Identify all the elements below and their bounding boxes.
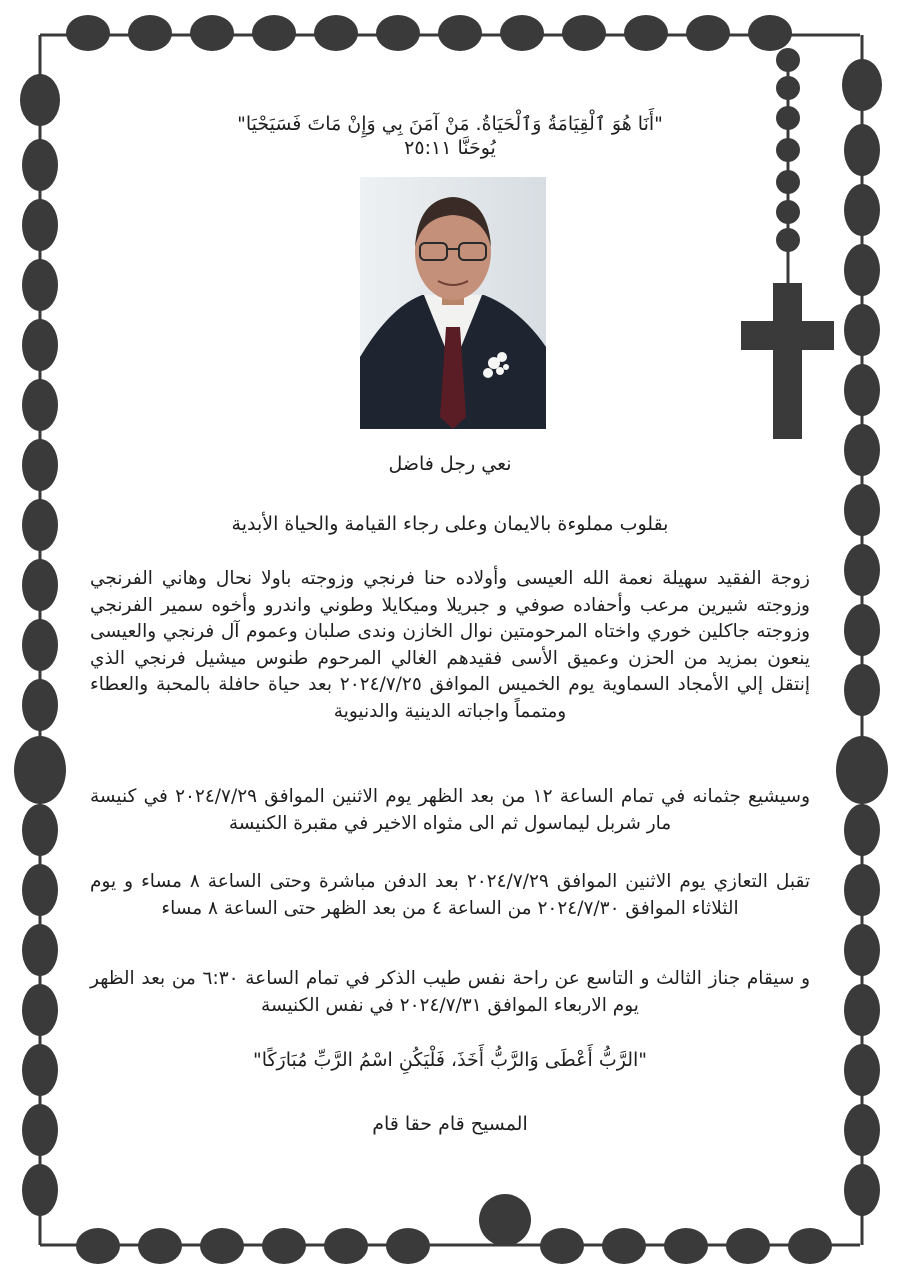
rosary-bead <box>624 15 668 51</box>
easter-greeting: المسيح قام حقا قام <box>372 1113 528 1135</box>
rosary-bead <box>66 15 110 51</box>
rosary-bead <box>22 499 58 551</box>
rosary-bead <box>844 984 880 1036</box>
rosary-bead <box>22 1104 58 1156</box>
rosary-bead <box>76 1228 120 1264</box>
rosary-bead <box>479 1194 531 1246</box>
rosary-bead <box>842 59 882 111</box>
rosary-bead <box>128 15 172 51</box>
rosary-bead <box>22 139 58 191</box>
rosary-bead <box>844 1104 880 1156</box>
rosary-bead <box>776 200 800 224</box>
family-announcement: زوجة الفقيد سهيلة نعمة الله العيسى وأولاده حنا فرنجي وزوجته باولا نحال وهاني الفرنجي وزوجته شيرين مرعب وأحفاده صوفي و جبريلا وميكايلا وطوني واندرو وأخوه سمير الفرنجي وزوجته جاكلين خوري واختاه المرحومتين نوال الخازن وندى صلبان وعموم آل فرنجي والعيسى ينعون بمزيد من الحزن وعميق الأسى فقيدهم الغالي المرحوم طنوس ميشيل فرنجي الذي إنتقل إلي الأمجاد السماوية يوم الخميس الموافق ٢٠٢٤/٧/٢٥ بعد حياة حافلة بالمحبة والعطاء ومتمماً واجباته الدينية والدنيوية <box>90 568 810 722</box>
faith-line: بقلوب مملوءة بالايمان وعلى رجاء القيامة والحياة الأبدية <box>231 513 669 535</box>
rosary-bead <box>138 1228 182 1264</box>
closing-verse: "الرَّبُّ أَعْطَى وَالرَّبُّ أَخَذَ، فَلْيَكُنِ اسْمُ الرَّبِّ مُبَارَكًا" <box>252 1049 648 1071</box>
rosary-bead <box>748 15 792 51</box>
condolences-details: تقبل التعازي يوم الاثنين الموافق ٢٠٢٤/٧/٢٩ بعد الدفن مباشرة وحتى الساعة ٨ مساء و يوم الثلاثاء الموافق ٢٠٢٤/٧/٣٠ من الساعة ٤ من بعد الظهر حتى الساعة ٨ مساء <box>90 871 810 919</box>
rosary-bead <box>844 1164 880 1216</box>
rosary-bead <box>190 15 234 51</box>
rosary-bead <box>844 604 880 656</box>
rosary-bead <box>844 804 880 856</box>
rosary-bead <box>22 864 58 916</box>
rosary-bead <box>776 170 800 194</box>
rosary-bead <box>844 1044 880 1096</box>
rosary-bead <box>252 15 296 51</box>
rosary-bead <box>844 484 880 536</box>
rosary-bead <box>22 619 58 671</box>
rosary-bead <box>20 74 60 126</box>
rosary-bead <box>664 1228 708 1264</box>
rosary-bead <box>200 1228 244 1264</box>
rosary-bead <box>22 804 58 856</box>
rosary-bead <box>540 1228 584 1264</box>
rosary-bead <box>22 199 58 251</box>
rosary-bead <box>22 984 58 1036</box>
rosary-bead <box>262 1228 306 1264</box>
rosary-bead <box>22 679 58 731</box>
rosary-bead <box>776 76 800 100</box>
rosary-bead <box>22 1164 58 1216</box>
rosary-bead <box>776 228 800 252</box>
rosary-bead <box>844 364 880 416</box>
rosary-bead <box>22 259 58 311</box>
rosary-bead <box>844 864 880 916</box>
rosary-bead <box>22 1044 58 1096</box>
rosary-bead <box>844 244 880 296</box>
rosary-bead <box>314 15 358 51</box>
rosary-bead <box>788 1228 832 1264</box>
rosary-bead <box>844 184 880 236</box>
memorial-mass-details: و سيقام جناز الثالث و التاسع عن راحة نفس طيب الذكر في تمام الساعة ٦:٣٠ من بعد الظهر يوم الاربعاء الموافق ٢٠٢٤/٧/٣١ في نفس الكنيسة <box>90 968 810 1016</box>
rosary-bead <box>22 924 58 976</box>
rosary-bead <box>22 439 58 491</box>
rosary-bead <box>844 544 880 596</box>
rosary-bead <box>386 1228 430 1264</box>
scripture-verse <box>95 112 805 160</box>
rosary-bead <box>22 379 58 431</box>
rosary-bead <box>776 48 800 72</box>
funeral-details: وسيشيع جثمانه في تمام الساعة ١٢ من بعد الظهر يوم الاثنين الموافق ٢٠٢٤/٧/٢٩ في كنيسة مار شربل ليماسول ثم الى مثواه الاخير في مقبرة الكنيسة <box>90 786 810 834</box>
rosary-bead <box>726 1228 770 1264</box>
rosary-bead <box>376 15 420 51</box>
rosary-bead <box>844 924 880 976</box>
rosary-bead <box>500 15 544 51</box>
rosary-bead <box>602 1228 646 1264</box>
rosary-bead <box>562 15 606 51</box>
rosary-bead <box>836 736 888 804</box>
rosary-bead <box>844 124 880 176</box>
verse-reference: يُوحَنَّا ٢٥:١١ <box>404 137 496 159</box>
verse-text: "أَنَا هُوَ ٱلْقِيَامَةُ وَٱلْحَيَاةُ. مَنْ آمَنَ بِي وَإِنْ مَاتَ فَسَيَحْيَا" <box>237 113 663 135</box>
cross-icon <box>741 283 834 439</box>
rosary-bead <box>438 15 482 51</box>
rosary-bead <box>844 664 880 716</box>
notice-title: نعي رجل فاضل <box>388 453 512 475</box>
deceased-portrait <box>360 177 546 429</box>
rosary-bead <box>686 15 730 51</box>
rosary-bead <box>22 319 58 371</box>
rosary-bead <box>14 736 66 804</box>
rosary-bead <box>324 1228 368 1264</box>
rosary-bead <box>22 559 58 611</box>
rosary-bead <box>844 424 880 476</box>
rosary-bead <box>844 304 880 356</box>
